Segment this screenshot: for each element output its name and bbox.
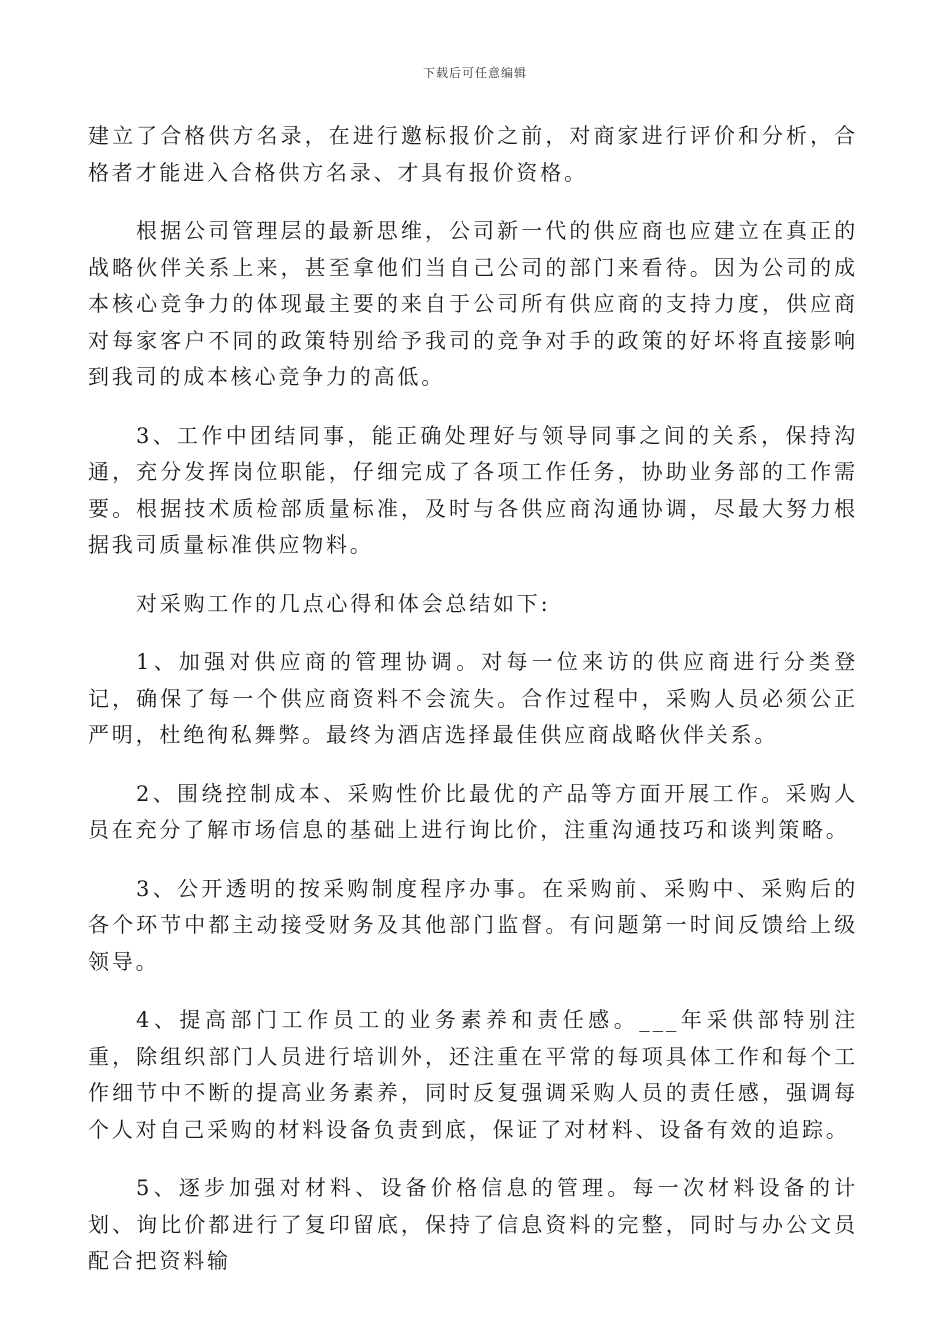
paragraph-4: 对采购工作的几点心得和体会总结如下: xyxy=(136,591,551,616)
paragraph-1: 建立了合格供方名录，在进行邀标报价之前，对商家进行评价和分析，合格者才能进入合格供方名录、才具有报价资格。 xyxy=(88,124,858,185)
paragraph-6: 2、围绕控制成本、采购性价比最优的产品等方面开展工作。采购人员在充分了解市场信息的基础上进行询比价，注重沟通技巧和谈判策略。 xyxy=(88,781,858,842)
paragraph-8: 4、提高部门工作员工的业务素养和责任感。___年采供部特别注重，除组织部门人员进行培训外，还注重在平常的每项具体工作和每个工作细节中不断的提高业务素养，同时反复强调采购人员的责任感，强调每个人对自己采购的材料设备负责到底，保证了对材料、设备有效的追踪。 xyxy=(88,1008,858,1142)
document-body xyxy=(88,118,858,1302)
paragraph-5: 1、加强对供应商的管理协调。对每一位来访的供应商进行分类登记，确保了每一个供应商资料不会流失。合作过程中，采购人员必须公正严明，杜绝徇私舞弊。最终为酒店选择最佳供应商战略伙伴关系。 xyxy=(88,650,858,747)
paragraph-9: 5、逐步加强对材料、设备价格信息的管理。每一次材料设备的计划、询比价都进行了复印留底，保持了信息资料的完整，同时与办公文员配合把资料输 xyxy=(88,1176,858,1273)
paragraph-2: 根据公司管理层的最新思维，公司新一代的供应商也应建立在真正的战略伙伴关系上来，甚至拿他们当自己公司的部门来看待。因为公司的成本核心竞争力的体现最主要的来自于公司所有供应商的支持力度，供应商对每家客户不同的政策特别给予我司的竞争对手的政策的好坏将直接影响到我司的成本核心竞争力的高低。 xyxy=(88,219,858,389)
header-note: 下载后可任意编辑 xyxy=(422,66,527,80)
paragraph-3: 3、工作中团结同事，能正确处理好与领导同事之间的关系，保持沟通，充分发挥岗位职能，仔细完成了各项工作任务，协助业务部的工作需要。根据技术质检部质量标准，及时与各供应商沟通协调，尽最大努力根据我司质量标准供应物料。 xyxy=(88,423,858,557)
paragraph-7: 3、公开透明的按采购制度程序办事。在采购前、采购中、采购后的各个环节中都主动接受财务及其他部门监督。有问题第一时间反馈给上级领导。 xyxy=(88,876,858,974)
